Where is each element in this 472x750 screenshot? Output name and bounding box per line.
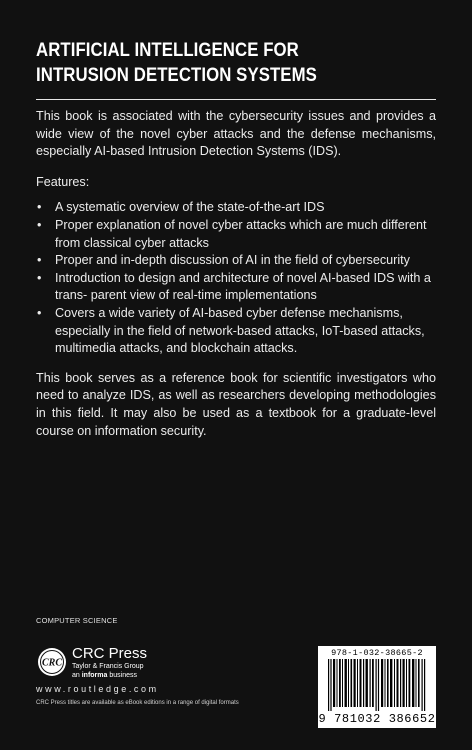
book-title bbox=[36, 38, 436, 88]
publisher-name: CRC Press bbox=[72, 645, 148, 662]
title-divider bbox=[36, 99, 436, 100]
feature-text: Proper explanation of novel cyber attacks which are much different from classical cyber attacks bbox=[55, 217, 427, 250]
feature-item bbox=[36, 217, 436, 252]
informa-prefix: an bbox=[72, 672, 82, 679]
back-cover-description bbox=[36, 108, 436, 440]
book-title-line-1: ARTIFICIAL INTELLIGENCE FOR bbox=[36, 39, 299, 61]
crc-press-logo-icon bbox=[37, 647, 67, 677]
informa-suffix: business bbox=[107, 672, 137, 679]
bullet-icon: • bbox=[37, 305, 42, 320]
book-title-line-2: INTRUSION DETECTION SYSTEMS bbox=[36, 64, 317, 86]
feature-text: Covers a wide variety of AI-based cyber defense mechanisms, especially in the field of network-based attacks, IoT-based attacks, multimedia attacks, and blockchain attacks. bbox=[55, 305, 425, 356]
isbn-number: 978-1-032-38665-2 bbox=[331, 648, 423, 658]
bullet-icon: • bbox=[37, 253, 42, 268]
features-list bbox=[36, 199, 436, 357]
publisher-website: www.routledge.com bbox=[36, 684, 159, 694]
bullet-icon: • bbox=[37, 200, 42, 215]
informa-brand: informa bbox=[81, 672, 108, 679]
feature-item bbox=[36, 270, 436, 305]
feature-text: Proper and in-depth discussion of AI in the field of cybersecurity bbox=[55, 253, 410, 268]
feature-item bbox=[36, 252, 436, 270]
bullet-icon: • bbox=[37, 217, 42, 232]
barcode-bars-icon bbox=[328, 659, 426, 711]
isbn-barcode bbox=[318, 646, 436, 728]
subject-category: COMPUTER SCIENCE bbox=[36, 616, 118, 625]
ebook-footnote: CRC Press titles are available as eBook editions in a range of digital formats bbox=[36, 700, 239, 706]
publisher-group: Taylor & Francis Group bbox=[72, 663, 144, 670]
closing-paragraph: This book serves as a reference book for scientific investigators who need to analyze IDS, as well as researchers developing methodologies in this field. It may also be used as a textbook for a graduate-level course on information security. bbox=[36, 370, 436, 438]
feature-text: Introduction to design and architecture of novel AI-based IDS with a trans- parent view of real-time implementations bbox=[55, 270, 431, 303]
feature-text: A systematic overview of the state-of-the-art IDS bbox=[55, 200, 325, 215]
publisher-block bbox=[72, 646, 147, 680]
bullet-icon: • bbox=[37, 270, 42, 285]
ean-number: 9 781032 386652 bbox=[318, 712, 436, 726]
features-heading: Features: bbox=[36, 174, 90, 189]
feature-item bbox=[36, 199, 436, 217]
logo-text: CRC bbox=[41, 657, 63, 669]
publisher-informa-line bbox=[72, 671, 147, 680]
intro-paragraph: This book is associated with the cybersecurity issues and provides a wide view of the novel cyber attacks and the defense mechanisms, especially AI-based Intrusion Detection Systems (IDS). bbox=[36, 109, 436, 159]
feature-item bbox=[36, 305, 436, 358]
